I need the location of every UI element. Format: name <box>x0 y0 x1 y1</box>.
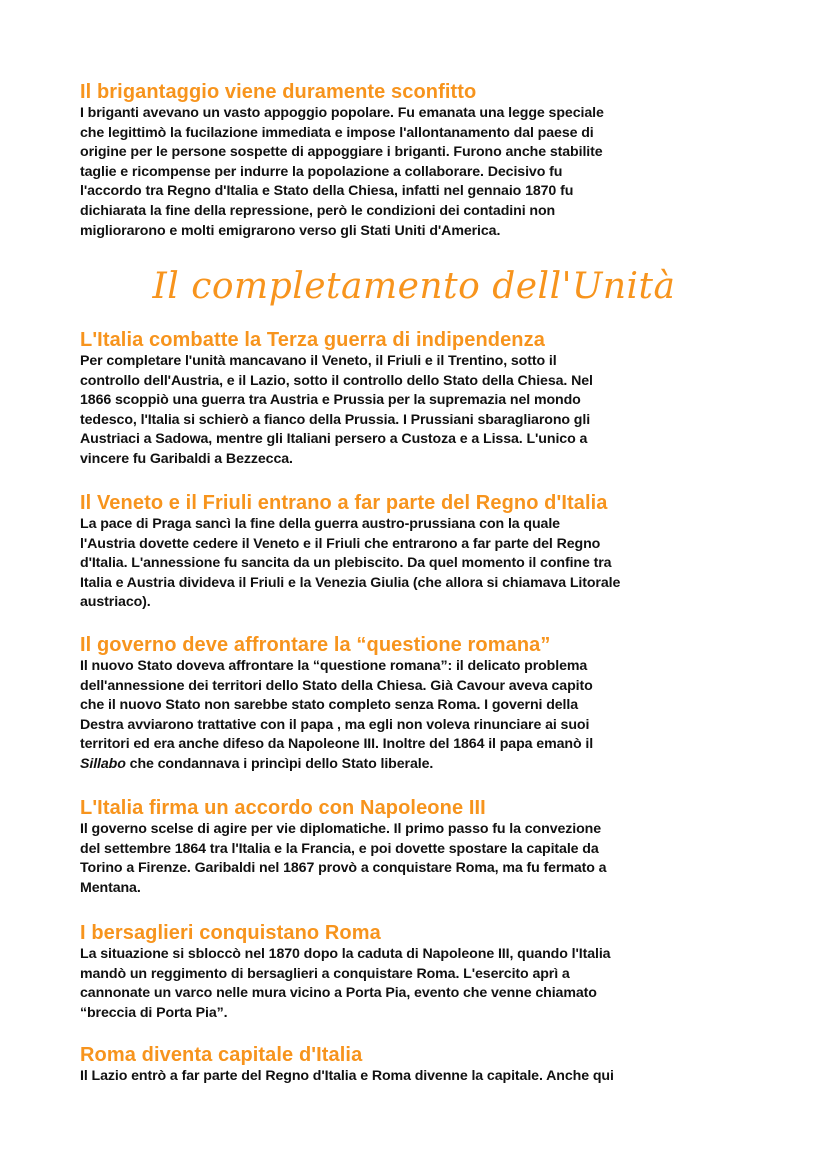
section-heading: Roma diventa capitale d'Italia <box>80 1044 363 1066</box>
paragraph-line: Austriaci a Sadowa, mentre gli Italiani persero a Custoza e a Lissa. L'unico a <box>80 431 588 448</box>
paragraph-line: origine per le persone sospette di appoggiare i briganti. Furono anche stabilite <box>80 144 603 161</box>
paragraph-line: tedesco, l'Italia si schierò a fianco della Prussia. I Prussiani sbaragliarono gli <box>80 411 591 428</box>
section <box>80 796 760 898</box>
paragraph-line: migliorarono e molti emigrarono verso gli Stati Uniti d'America. <box>80 222 501 239</box>
paragraph-line: Mentana. <box>80 879 141 896</box>
paragraph-line: mandò un reggimento di bersaglieri a conquistare Roma. L'esercito aprì a <box>80 965 570 982</box>
paragraph-line: che legittimò la fucilazione immediata e impose l'allontanamento dal paese di <box>80 124 594 141</box>
section <box>80 328 760 470</box>
section-heading: Il governo deve affrontare la “questione romana” <box>80 634 551 656</box>
paragraph-line: Il Lazio entrò a far parte del Regno d'Italia e Roma divenne la capitale. Anche qui <box>80 1068 614 1084</box>
section-heading: L'Italia firma un accordo con Napoleone III <box>80 797 486 819</box>
paragraph-line: “breccia di Porta Pia”. <box>80 1004 228 1021</box>
section <box>80 921 760 1023</box>
paragraph-line: dell'annessione dei territori dello Stato della Chiesa. Già Cavour aveva capito <box>80 677 593 694</box>
paragraph-line: Destra avviarono trattative con il papa , ma egli non voleva rinunciare ai suoi <box>80 716 590 733</box>
paragraph-line: 1866 scoppiò una guerra tra Austria e Prussia per la supremazia nel mondo <box>80 392 581 409</box>
paragraph-line: Per completare l'unità mancavano il Veneto, il Friuli e il Trentino, sotto il <box>80 353 557 369</box>
paragraph-line: controllo dell'Austria, e il Lazio, sotto il controllo dello Stato della Chiesa. Nel <box>80 372 593 389</box>
paragraph-line: Italia e Austria divideva il Friuli e la Venezia Giulia (che allora si chiamava Litorale <box>80 574 621 591</box>
paragraph-line: vincere fu Garibaldi a Bezzecca. <box>80 450 293 467</box>
paragraph-line: dichiarata la fine della repressione, però le condizioni dei contadini non <box>80 202 556 219</box>
paragraph-line: territori ed era anche difeso da Napoleone III. Inoltre del 1864 il papa emanò il <box>80 736 594 753</box>
section-heading: L'Italia combatte la Terza guerra di indipendenza <box>80 329 545 351</box>
italic-term: Sillabo <box>80 755 126 772</box>
paragraph-line: l'accordo tra Regno d'Italia e Stato della Chiesa, infatti nel gennaio 1870 fu <box>80 183 574 200</box>
paragraph-line: La situazione si sbloccò nel 1870 dopo la caduta di Napoleone III, quando l'Italia <box>80 946 611 962</box>
page-title: Il completamento dell'Unità <box>152 266 676 307</box>
paragraph-line: che il nuovo Stato non sarebbe stato completo senza Roma. I governi della <box>80 697 579 714</box>
paragraph-line: taglie e ricompense per indurre la popolazione a collaborare. Decisivo fu <box>80 163 563 180</box>
paragraph-line: I briganti avevano un vasto appoggio popolare. Fu emanata una legge speciale <box>80 105 604 121</box>
paragraph-line: Il governo scelse di agire per vie diplomatiche. Il primo passo fu la convezione <box>80 821 602 837</box>
paragraph-line: La pace di Praga sancì la fine della guerra austro-prussiana con la quale <box>80 516 560 532</box>
section <box>80 80 760 241</box>
section-heading: Il Veneto e il Friuli entrano a far parte del Regno d'Italia <box>80 492 608 514</box>
paragraph-line: d'Italia. L'annessione fu sancita da un plebiscito. Da quel momento il confine tra <box>80 555 612 572</box>
section-heading: Il brigantaggio viene duramente sconfitto <box>80 81 477 103</box>
line-text: che condannava i princìpi dello Stato liberale. <box>125 755 434 772</box>
paragraph-line: l'Austria dovette cedere il Veneto e il Friuli che entrarono a far parte del Regno <box>80 535 601 552</box>
paragraph-line: Torino a Firenze. Garibaldi nel 1867 provò a conquistare Roma, ma fu fermato a <box>80 860 607 877</box>
section-heading: I bersaglieri conquistano Roma <box>80 922 381 944</box>
section <box>80 491 760 613</box>
section <box>80 1043 760 1087</box>
paragraph-line: Il nuovo Stato doveva affrontare la “questione romana”: il delicato problema <box>80 658 588 674</box>
section <box>80 633 760 775</box>
paragraph-line <box>80 755 760 775</box>
paragraph-line: cannonate un varco nelle mura vicino a Porta Pia, evento che venne chiamato <box>80 985 597 1002</box>
paragraph-line: del settembre 1864 tra l'Italia e la Francia, e poi dovette spostare la capitale da <box>80 840 599 857</box>
paragraph-line: austriaco). <box>80 594 151 611</box>
